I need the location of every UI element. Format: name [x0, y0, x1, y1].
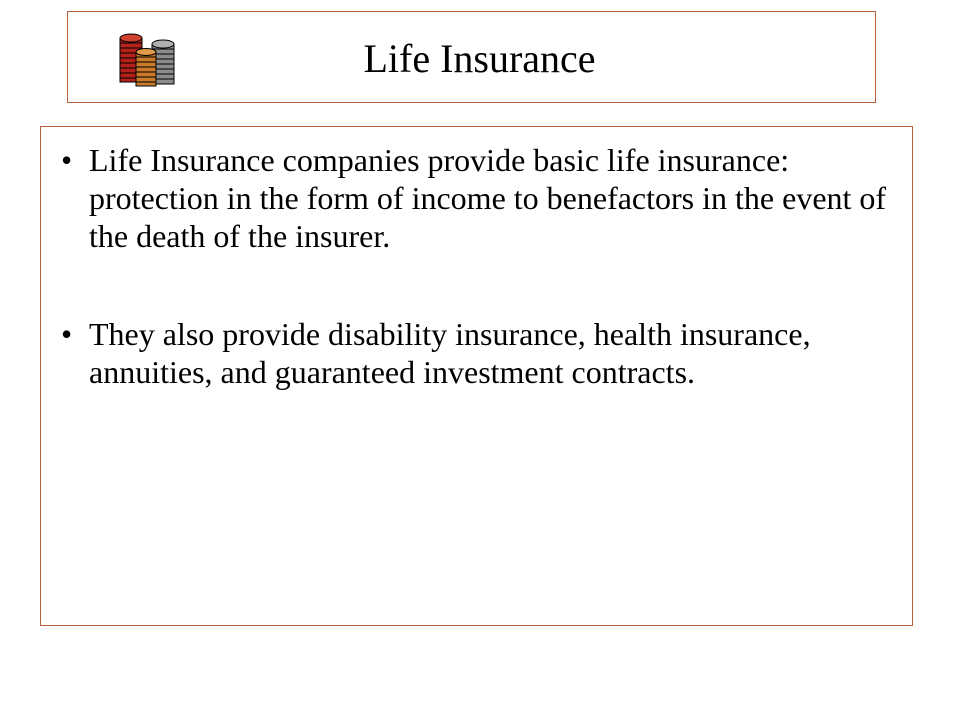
title-box [67, 11, 876, 103]
bullet-marker: • [61, 316, 73, 352]
bullet-list [61, 141, 891, 451]
content-box [40, 126, 913, 626]
bullet-item-2 [61, 315, 891, 391]
bullet-text: Life Insurance companies provide basic life insurance: protection in the form of income to benefactors in the event of the death of the insurer. [89, 142, 887, 254]
bullet-text: They also provide disability insurance, health insurance, annuities, and guaranteed investment contracts. [89, 316, 811, 390]
bullet-marker: • [61, 142, 73, 178]
bullet-item-1 [61, 141, 891, 255]
slide-title: Life Insurance [363, 36, 596, 81]
